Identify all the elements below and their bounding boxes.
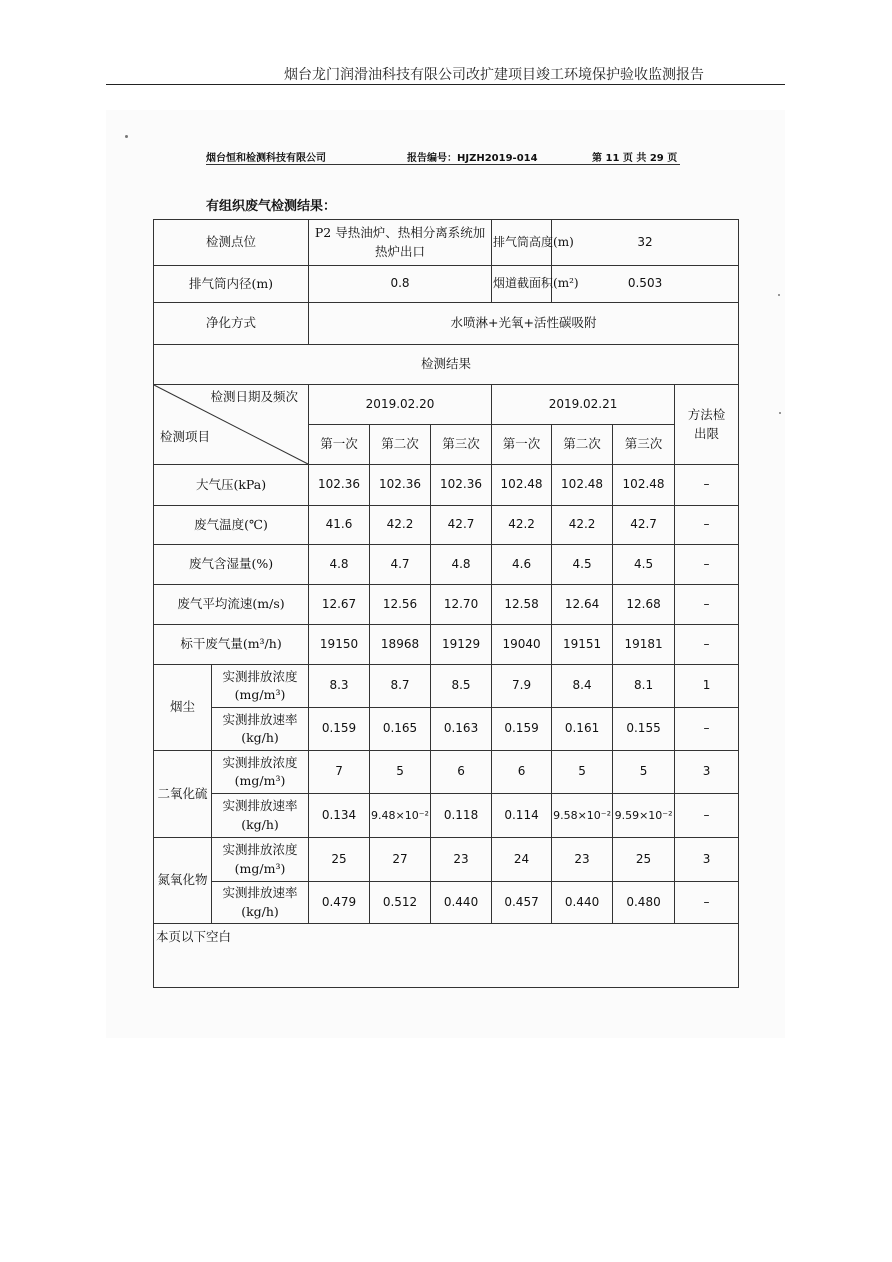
freq-header: 第一次 [492, 425, 552, 465]
value-cell: 102.48 [492, 465, 552, 506]
diameter-label: 排气筒内径(m) [154, 266, 309, 303]
value-cell: 19181 [613, 625, 675, 665]
value-cell: 19150 [309, 625, 370, 665]
scan-speck [778, 294, 780, 296]
value-cell: 0.163 [431, 708, 492, 751]
value-cell: 9.58×10⁻² [552, 794, 613, 838]
area-label: 烟道截面积(m²) [492, 266, 552, 303]
value-cell: 12.64 [552, 585, 613, 625]
sub-label: 实测排放浓度(mg/m³) [212, 665, 309, 708]
value-cell: 102.48 [552, 465, 613, 506]
freq-header: 第三次 [431, 425, 492, 465]
row-label: 废气含湿量(%) [154, 545, 309, 585]
sub-label: 实测排放速率(kg/h) [212, 794, 309, 838]
value-cell: 4.6 [492, 545, 552, 585]
diagonal-bottom-label: 检测项目 [160, 428, 211, 444]
value-cell: 0.134 [309, 794, 370, 838]
info-row-purify [154, 303, 739, 345]
freq-header: 第三次 [613, 425, 675, 465]
value-cell: 42.7 [613, 506, 675, 545]
value-cell: 5 [552, 751, 613, 794]
value-cell: 0.155 [613, 708, 675, 751]
table-row-dust-rate [154, 708, 739, 751]
table-row-nox-rate [154, 882, 739, 924]
footer-note: 本页以下空白 [154, 924, 739, 988]
height-label: 排气筒高度(m) [492, 220, 552, 266]
header-rule [106, 84, 785, 85]
limit-cell: 3 [675, 838, 739, 882]
value-cell: 8.3 [309, 665, 370, 708]
date-header-2: 2019.02.21 [492, 385, 675, 425]
report-header [206, 149, 680, 165]
header-row-dates [154, 385, 739, 425]
limit-cell: – [675, 465, 739, 506]
value-cell: 41.6 [309, 506, 370, 545]
limit-cell: – [675, 708, 739, 751]
limit-cell: 3 [675, 751, 739, 794]
value-cell: 102.36 [431, 465, 492, 506]
value-cell: 9.48×10⁻² [370, 794, 431, 838]
limit-cell: – [675, 794, 739, 838]
value-cell: 0.512 [370, 882, 431, 924]
height-value: 32 [552, 220, 739, 266]
value-cell: 6 [431, 751, 492, 794]
table-row-temperature [154, 506, 739, 545]
date-header-1: 2019.02.20 [309, 385, 492, 425]
scan-speck [779, 412, 781, 414]
table-row-so2-conc [154, 751, 739, 794]
pollutant-name: 氮氧化物 [154, 838, 212, 924]
table-row-pressure [154, 465, 739, 506]
row-label: 废气温度(℃) [154, 506, 309, 545]
freq-header: 第二次 [552, 425, 613, 465]
sub-label: 实测排放速率(kg/h) [212, 882, 309, 924]
value-cell: 19040 [492, 625, 552, 665]
value-cell: 23 [431, 838, 492, 882]
value-cell: 42.2 [370, 506, 431, 545]
limit-cell: – [675, 506, 739, 545]
sub-label: 实测排放浓度(mg/m³) [212, 838, 309, 882]
value-cell: 0.118 [431, 794, 492, 838]
report-header-rule [206, 164, 680, 165]
value-cell: 4.8 [309, 545, 370, 585]
value-cell: 23 [552, 838, 613, 882]
method-limit-header: 方法检出限 [675, 385, 739, 465]
value-cell: 5 [370, 751, 431, 794]
limit-cell: – [675, 545, 739, 585]
value-cell: 19151 [552, 625, 613, 665]
value-cell: 8.1 [613, 665, 675, 708]
point-value: P2 导热油炉、热相分离系统加热炉出口 [309, 220, 492, 266]
value-cell: 0.440 [431, 882, 492, 924]
value-cell: 25 [309, 838, 370, 882]
value-cell: 0.161 [552, 708, 613, 751]
table-row-nox-conc [154, 838, 739, 882]
value-cell: 4.5 [613, 545, 675, 585]
value-cell: 4.8 [431, 545, 492, 585]
value-cell: 18968 [370, 625, 431, 665]
value-cell: 6 [492, 751, 552, 794]
limit-cell: 1 [675, 665, 739, 708]
value-cell: 19129 [431, 625, 492, 665]
value-cell: 42.7 [431, 506, 492, 545]
sub-label: 实测排放速率(kg/h) [212, 708, 309, 751]
value-cell: 12.58 [492, 585, 552, 625]
value-cell: 102.48 [613, 465, 675, 506]
value-cell: 7 [309, 751, 370, 794]
sub-label: 实测排放浓度(mg/m³) [212, 751, 309, 794]
value-cell: 0.165 [370, 708, 431, 751]
pollutant-name: 烟尘 [154, 665, 212, 751]
info-row-point [154, 220, 739, 266]
table-row-velocity [154, 585, 739, 625]
pollutant-name: 二氧化硫 [154, 751, 212, 838]
area-value: 0.503 [552, 266, 739, 303]
value-cell: 0.479 [309, 882, 370, 924]
value-cell: 0.159 [492, 708, 552, 751]
table-row-humidity [154, 545, 739, 585]
row-label: 大气压(kPa) [154, 465, 309, 506]
limit-cell: – [675, 625, 739, 665]
row-label: 废气平均流速(m/s) [154, 585, 309, 625]
value-cell: 25 [613, 838, 675, 882]
freq-header: 第二次 [370, 425, 431, 465]
table-row-so2-rate [154, 794, 739, 838]
limit-cell: – [675, 882, 739, 924]
value-cell: 4.5 [552, 545, 613, 585]
value-cell: 12.67 [309, 585, 370, 625]
value-cell: 42.2 [492, 506, 552, 545]
value-cell: 27 [370, 838, 431, 882]
section-title: 有组织废气检测结果： [206, 199, 337, 214]
results-title: 检测结果 [154, 345, 739, 385]
diagonal-header-cell [154, 385, 309, 465]
limit-cell: – [675, 585, 739, 625]
value-cell: 0.480 [613, 882, 675, 924]
value-cell: 5 [613, 751, 675, 794]
emission-results-table [153, 219, 739, 988]
value-cell: 102.36 [309, 465, 370, 506]
report-company: 烟台恒和检测科技有限公司 [206, 153, 326, 164]
value-cell: 8.4 [552, 665, 613, 708]
value-cell: 8.7 [370, 665, 431, 708]
value-cell: 0.440 [552, 882, 613, 924]
value-cell: 12.70 [431, 585, 492, 625]
value-cell: 0.159 [309, 708, 370, 751]
results-title-row [154, 345, 739, 385]
scan-speck [125, 135, 128, 138]
value-cell: 42.2 [552, 506, 613, 545]
point-label: 检测点位 [154, 220, 309, 266]
purify-label: 净化方式 [154, 303, 309, 345]
value-cell: 8.5 [431, 665, 492, 708]
diagonal-top-label: 检测日期及频次 [210, 389, 299, 404]
purify-value: 水喷淋+光氧+活性碳吸附 [309, 303, 739, 345]
value-cell: 24 [492, 838, 552, 882]
running-header: 烟台龙门润滑油科技有限公司改扩建项目竣工环境保护验收监测报告 [284, 67, 704, 83]
table-row-dust-conc [154, 665, 739, 708]
info-row-diameter [154, 266, 739, 303]
diameter-value: 0.8 [309, 266, 492, 303]
table-row-flow [154, 625, 739, 665]
row-label: 标干废气量(m³/h) [154, 625, 309, 665]
value-cell: 4.7 [370, 545, 431, 585]
value-cell: 102.36 [370, 465, 431, 506]
value-cell: 0.457 [492, 882, 552, 924]
value-cell: 0.114 [492, 794, 552, 838]
value-cell: 12.56 [370, 585, 431, 625]
value-cell: 9.59×10⁻² [613, 794, 675, 838]
report-number: 报告编号：HJZH2019-014 [407, 153, 538, 164]
footer-note-row [154, 924, 739, 988]
value-cell: 12.68 [613, 585, 675, 625]
value-cell: 7.9 [492, 665, 552, 708]
page-indicator: 第 11 页 共 29 页 [592, 153, 678, 164]
freq-header: 第一次 [309, 425, 370, 465]
